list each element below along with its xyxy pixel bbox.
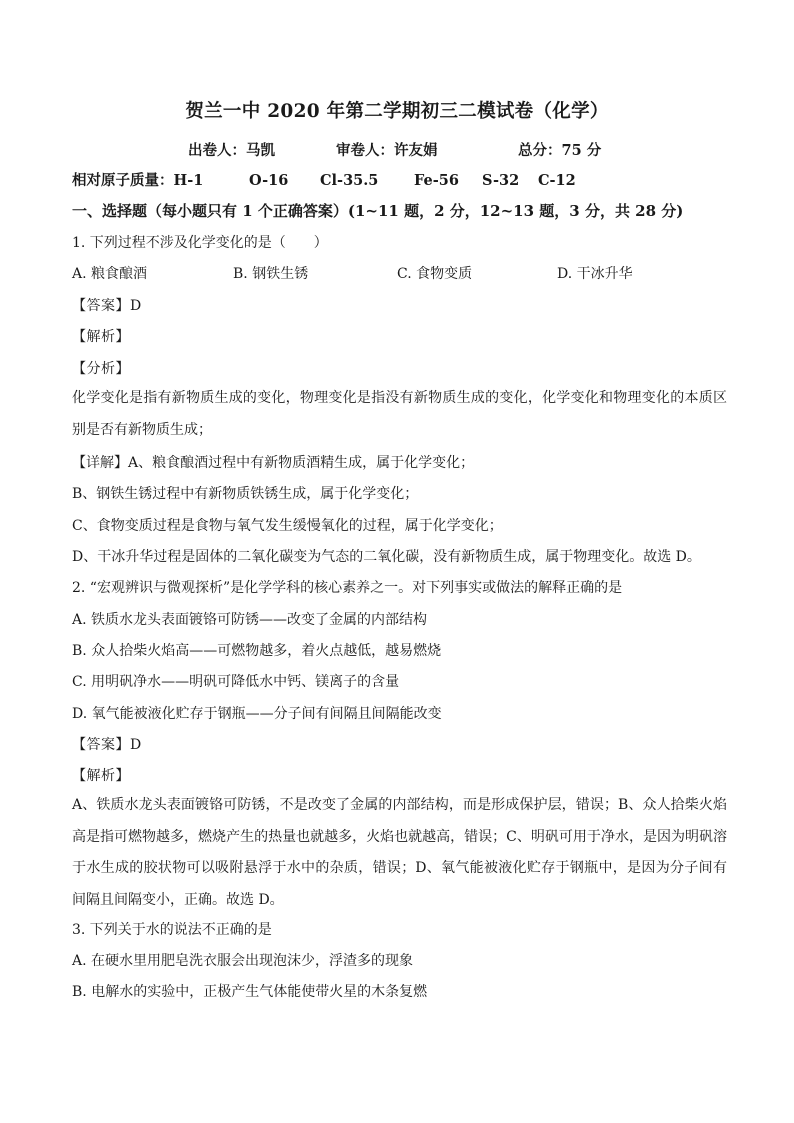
q1-answer: 【答案】D (72, 298, 142, 314)
question-1-options (0, 264, 794, 284)
reviewer-label: 审卷人：许友娟 (336, 142, 438, 159)
section-heading: 一、选择题（每小题只有 1 个正确答案）(1~11 题，2 分，12~13 题，3 分，共 28 分) (72, 202, 684, 220)
q1-option-c: C. 食物变质 (397, 266, 473, 282)
atomic-masses-line (0, 171, 794, 191)
q1-option-a: A. 粮食酿酒 (72, 266, 148, 282)
q2-answer: 【答案】D (72, 737, 142, 753)
atomic-masses-label: 相对原子质量：H-1 (72, 172, 204, 189)
q2-option-c: C. 用明矾净水——明矾可降低水中钙、镁离子的含量 (72, 674, 400, 690)
question-1-stem: 1. 下列过程不涉及化学变化的是（ ） (72, 235, 328, 251)
exam-title: 贺兰一中 2020 年第二学期初三二模试卷（化学） (185, 101, 609, 122)
atomic-mass-fe: Fe-56 (414, 172, 459, 189)
q3-option-a: A. 在硬水里用肥皂洗衣服会出现泡沫少，浮渣多的现象 (72, 953, 414, 969)
question-3-stem: 3. 下列关于水的说法不正确的是 (72, 922, 272, 938)
q2-option-d: D. 氧气能被液化贮存于钢瓶——分子间有间隔且间隔能改变 (72, 706, 442, 722)
atomic-mass-o: O-16 (249, 172, 289, 189)
q1-fenxi-text: 化学变化是指有新物质生成的变化，物理变化是指没有新物质生成的变化，化学变化和物理变化的本质区别是否有新物质生成； (72, 390, 727, 438)
exam-credits (0, 141, 794, 161)
total-score-label: 总分：75 分 (518, 142, 602, 159)
q2-analysis-text: A、铁质水龙头表面镀铬可防锈，不是改变了金属的内部结构，而是形成保护层，错误；B、众人拾柴火焰高是指可燃物越多，燃烧产生的热量也就越多，火焰也就越高，错误；C、明矾可用于净水，是因为明矾溶于水生成的胶状物可以吸附悬浮于水中的杂质，错误；D、氧气能被液化贮存于钢瓶中，是因为分子间有间隔且间隔变小，正确。故选 D。 (72, 797, 727, 908)
q1-option-b: B. 钢铁生锈 (233, 266, 309, 282)
atomic-mass-c: C-12 (538, 172, 576, 189)
q1-detail-c: C、食物变质过程是食物与氧气发生缓慢氧化的过程，属于化学变化； (72, 518, 503, 534)
q1-analysis-label: 【解析】 (72, 329, 130, 345)
q1-option-d: D. 干冰升华 (557, 266, 633, 282)
q1-fenxi-label: 【分析】 (72, 361, 130, 377)
q3-option-b: B. 电解水的实验中，正极产生气体能使带火星的木条复燃 (72, 984, 428, 1000)
q1-detail-d: D、干冰升华过程是固体的二氧化碳变为气态的二氧化碳，没有新物质生成，属于物理变化。故选 D。 (72, 549, 701, 565)
question-2-stem: 2. “宏观辨识与微观探析”是化学学科的核心素养之一。对下列事实或做法的解释正确的是 (72, 580, 623, 596)
atomic-mass-s: S-32 (482, 172, 520, 189)
q2-option-a: A. 铁质水龙头表面镀铬可防锈——改变了金属的内部结构 (72, 612, 428, 628)
setter-label: 出卷人：马凯 (188, 142, 275, 159)
atomic-mass-cl: Cl-35.5 (320, 172, 379, 189)
q1-detail-a: 【详解】A、粮食酿酒过程中有新物质酒精生成，属于化学变化； (72, 455, 475, 471)
q2-analysis-label: 【解析】 (72, 768, 130, 784)
q1-detail-b: B、钢铁生锈过程中有新物质铁锈生成，属于化学变化； (72, 486, 419, 502)
q2-option-b: B. 众人拾柴火焰高——可燃物越多，着火点越低，越易燃烧 (72, 643, 442, 659)
